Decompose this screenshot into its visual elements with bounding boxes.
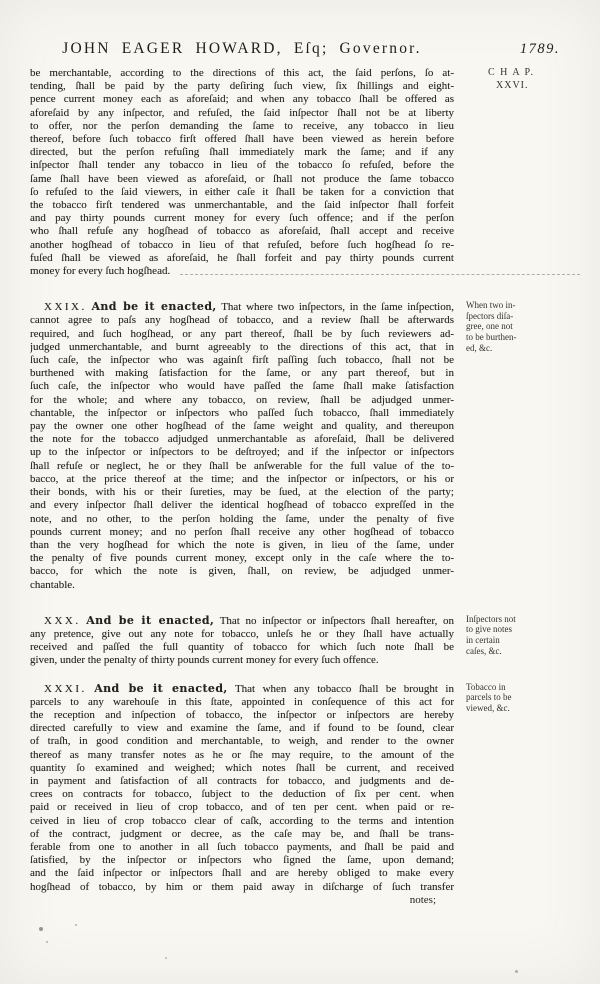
first-line-text: That no inſpector or inſpectors ſhall hereafter, on [219, 614, 454, 627]
text-line: the penalty of five pounds current money, except only in the caſe where the to- [30, 552, 454, 565]
enacting-phrase: And be it enacted, [91, 300, 217, 314]
ink-speck [46, 941, 48, 943]
text-line: paid or received in lieu of crop tobacco, and of ten per cent. when paid or re- [30, 801, 454, 814]
text-line: directed carefully to view and examine the ſame, and if found to be ſound, clear [30, 722, 454, 735]
text-line: quantity ſo examined and weighed; which notes ſhall be current, and received [30, 761, 454, 774]
enacting-phrase: And be it enacted, [86, 613, 215, 627]
ink-speck [165, 957, 167, 959]
page-year: 1789. [519, 41, 560, 57]
paragraph-text [30, 614, 454, 668]
governor-title: JOHN EAGER HOWARD, Eſq; Governor. [62, 40, 422, 57]
section-number: XXXI. [44, 682, 87, 695]
margin-note-line: gree, one not [466, 321, 513, 332]
text-line: required, and ſuch hogſhead, or any part thereof, ſhall be by ſuch reviewers ad- [30, 327, 454, 340]
margin-note-line: ed, &c. [466, 342, 493, 353]
section-first-line [30, 682, 454, 696]
margin-note-line: caſes, &c. [466, 645, 502, 656]
text-line: note, and no other, to the perſon holding the ſame, under the penalty of five [30, 512, 454, 525]
section-xxxi [30, 682, 586, 894]
section-first-line [30, 614, 454, 628]
text-line: ferable from one to another in all ſuch tobacco payments, and ſhall be paid and [30, 840, 454, 853]
text-line: judged unmerchantable, and burnt agreeably to the directions of this act, that in [30, 340, 454, 353]
text-line: bacco, for which the note is given, ſhall, on review, be adjudged unmer- [30, 565, 454, 578]
text-line: ſatisfied, by the inſpector or inſpectors who ſigned the ſame, upon demand; [30, 854, 454, 867]
end-of-paragraph-rule [180, 274, 580, 275]
margin-note-line: parcels to be [466, 692, 512, 703]
paragraph-text [30, 300, 454, 591]
catchword: notes; [409, 893, 436, 906]
text-line: pay the owner one other hogſhead of the ſame weight and quality, and thereupon [30, 420, 454, 433]
text-line: bacco, at the price thereof at the time; and the inſpector or inſpectors, or his or [30, 472, 454, 485]
text-line: directed, but the perſon refuſing ſhall immediately mark the ſame; and if any [30, 146, 454, 159]
ink-speck [515, 970, 518, 973]
text-line: tending, ſhall be paid by the party deſiring ſuch view, ſix ſhillings and eight- [30, 80, 454, 93]
text-line: ſame ſhall have been viewed as aforeſaid, or ſhall not produce the ſame tobacco [30, 172, 454, 185]
text-line: who ſhall refuſe any hogſhead of tobacco as aforeſaid, ſhall accept and receive [30, 225, 454, 238]
enacting-phrase: And be it enacted, [94, 681, 228, 695]
paragraph-lines [30, 696, 454, 894]
margin-note-line: viewed, &c. [466, 702, 510, 713]
text-line-last: money for every ſuch hogſhead. [30, 265, 171, 278]
paragraph-lines [30, 314, 454, 578]
text-line-last: given, under the penalty of thirty pounds current money for every ſuch offence. [30, 654, 379, 667]
text-line: hogſhead of tobacco, by him or them paid away in diſcharge of ſuch transfer [30, 880, 454, 893]
ink-speck [39, 927, 43, 931]
text-line: received and paſſed the full quantity of tobacco for which ſuch note ſhall be [30, 641, 454, 654]
text-line: ceived in lieu of crop tobacco clear of caſk, according to the terms and intention [30, 814, 454, 827]
text-line: ſhall refuſe or neglect, he or they ſhall be anſwerable for the full value of the to- [30, 459, 454, 472]
paragraph-text [30, 67, 454, 278]
chapter-margin-note [454, 67, 586, 92]
text-line: than the very hogſhead for which the note is given, in lieu of the ſame, under [30, 538, 454, 551]
text-line-last: chantable. [30, 578, 75, 591]
page-content [30, 40, 586, 907]
text-line: be merchantable, according to the directions of this act, the ſaid perſons, ſo at- [30, 67, 454, 79]
text-line: another hogſhead of tobacco in lieu of that refuſed, before ſuch hogſhead ſo re- [30, 238, 454, 251]
section-number: XXIX. [44, 301, 87, 314]
text-line: and the ſaid inſpector or inſpectors ſhall and are hereby obliged to make every [30, 867, 454, 880]
margin-note [454, 614, 586, 656]
margin-note-line: Inſpectors not [466, 613, 516, 624]
text-line: ſuch caſe, the inſpector who would have paſſed the ſame ſhall make ſatisfaction [30, 380, 454, 393]
text-line: of the contract, judgment or decree, as the caſe may be, and ſhall be trans- [30, 827, 454, 840]
text-line: pounds current money; and no perſon ſhall receive any other hogſhead of tobacco [30, 525, 454, 538]
paragraph-lines [30, 67, 454, 265]
text-line: to offer, nor the perſon demanding the ſame to receive, any tobacco in lieu [30, 119, 454, 132]
text-line: of traſh, in good condition and merchantable, to weigh, and render to the owner [30, 735, 454, 748]
text-line: thereof as many transfer notes as he or ſhe may require, to the amount of the [30, 748, 454, 761]
text-line: aforeſaid by any inſpector, and refuſed, the ſaid inſpector ſhall not be at liberty [30, 106, 454, 119]
chapter-number: XXVI. [496, 79, 529, 91]
text-line: crees on contracts for tobacco, ſubject to the deduction of ſix per cent. when [30, 788, 454, 801]
text-line: their bonds, with his or their ſureties, may be ſued, at the election of the party; [30, 486, 454, 499]
paragraph-text [30, 682, 454, 894]
margin-note-line: Tobacco in [466, 681, 506, 692]
text-line: and every inſpector ſhall deliver the identical hogſhead of tobacco expreſſed in the [30, 499, 454, 512]
text-line: fuſed ſhall be viewed as aforeſaid, he ſhall forfeit and pay thirty pounds current [30, 251, 454, 264]
chapter-heading: C H A P. [488, 67, 535, 78]
text-line: the tobacco firſt tendered was unmerchantable, and the ſaid inſpector ſhall forfeit [30, 199, 454, 212]
section-first-line [30, 300, 454, 314]
margin-note-line: in certain [466, 634, 500, 645]
text-line: the note for the tobacco adjudged unmerchantable as aforeſaid, ſhall be delivered [30, 433, 454, 446]
text-line: inſpector ſhall tender any tobacco in lieu of the tobacco ſo refuſed, before the [30, 159, 454, 172]
margin-note-line: ſpectors diſa- [466, 310, 514, 321]
margin-note-line: When two in- [466, 300, 516, 311]
text-line: parcels to any warehouſe in this ſtate, appointed in conſequence of this act for [30, 695, 454, 708]
text-line: ſo refuſed to the ſaid viewers, in either caſe it ſhall be taken for a conviction that [30, 185, 454, 198]
text-line: ſuch caſe, the inſpector who was againſt firſt paſſing ſuch tobacco, ſhall not be [30, 354, 454, 367]
first-line-text: That where two inſpectors, in the ſame inſpection, [221, 301, 454, 314]
text-line: pence current money each as aforeſaid; and when any tobacco ſhall be offered as [30, 93, 454, 106]
text-line: burthened with making ſatisfaction for the ſame, or any part thereof, but in [30, 367, 454, 380]
margin-note-line: to be burthen- [466, 332, 517, 343]
text-line: and pay thirty pounds current money for every ſuch offence; and if the perſon [30, 212, 454, 225]
page-header [30, 40, 586, 58]
margin-note-line: to give notes [466, 624, 512, 635]
text-line: any pretence, give out any note for tobacco, unleſs he or they ſhall have actually [30, 627, 454, 640]
ink-speck [75, 924, 77, 926]
text-line: for the whole; and where any tobacco, on review, ſhall be adjudged unmer- [30, 393, 454, 406]
section-xxix [30, 300, 586, 591]
margin-note [454, 682, 586, 714]
first-line-text: That when any tobacco ſhall be brought in [234, 682, 454, 695]
text-line: in payment and ſatisfaction of all contracts for tobacco, and judgments and de- [30, 774, 454, 787]
text-line: cannot agree to paſs any hogſhead of tobacco, and a review ſhall be afterwards [30, 314, 454, 327]
paragraph-lines [30, 628, 454, 654]
continuation-paragraph [30, 67, 586, 278]
margin-note [454, 300, 586, 353]
text-line: the reception and inſpection of tobacco, the inſpector or inſpectors are hereby [30, 708, 454, 721]
section-xxx [30, 614, 586, 668]
text-line: chantable, the inſpector or inſpectors who paſſed ſuch tobacco, ſhall immediately [30, 406, 454, 419]
text-line: up to the inſpector or inſpectors to be deſtroyed; and if the inſpector or inſpectors [30, 446, 454, 459]
text-line: thereof, before ſuch tobacco firſt offered ſhall have been viewed as herein before [30, 133, 454, 146]
section-number: XXX. [44, 614, 81, 627]
